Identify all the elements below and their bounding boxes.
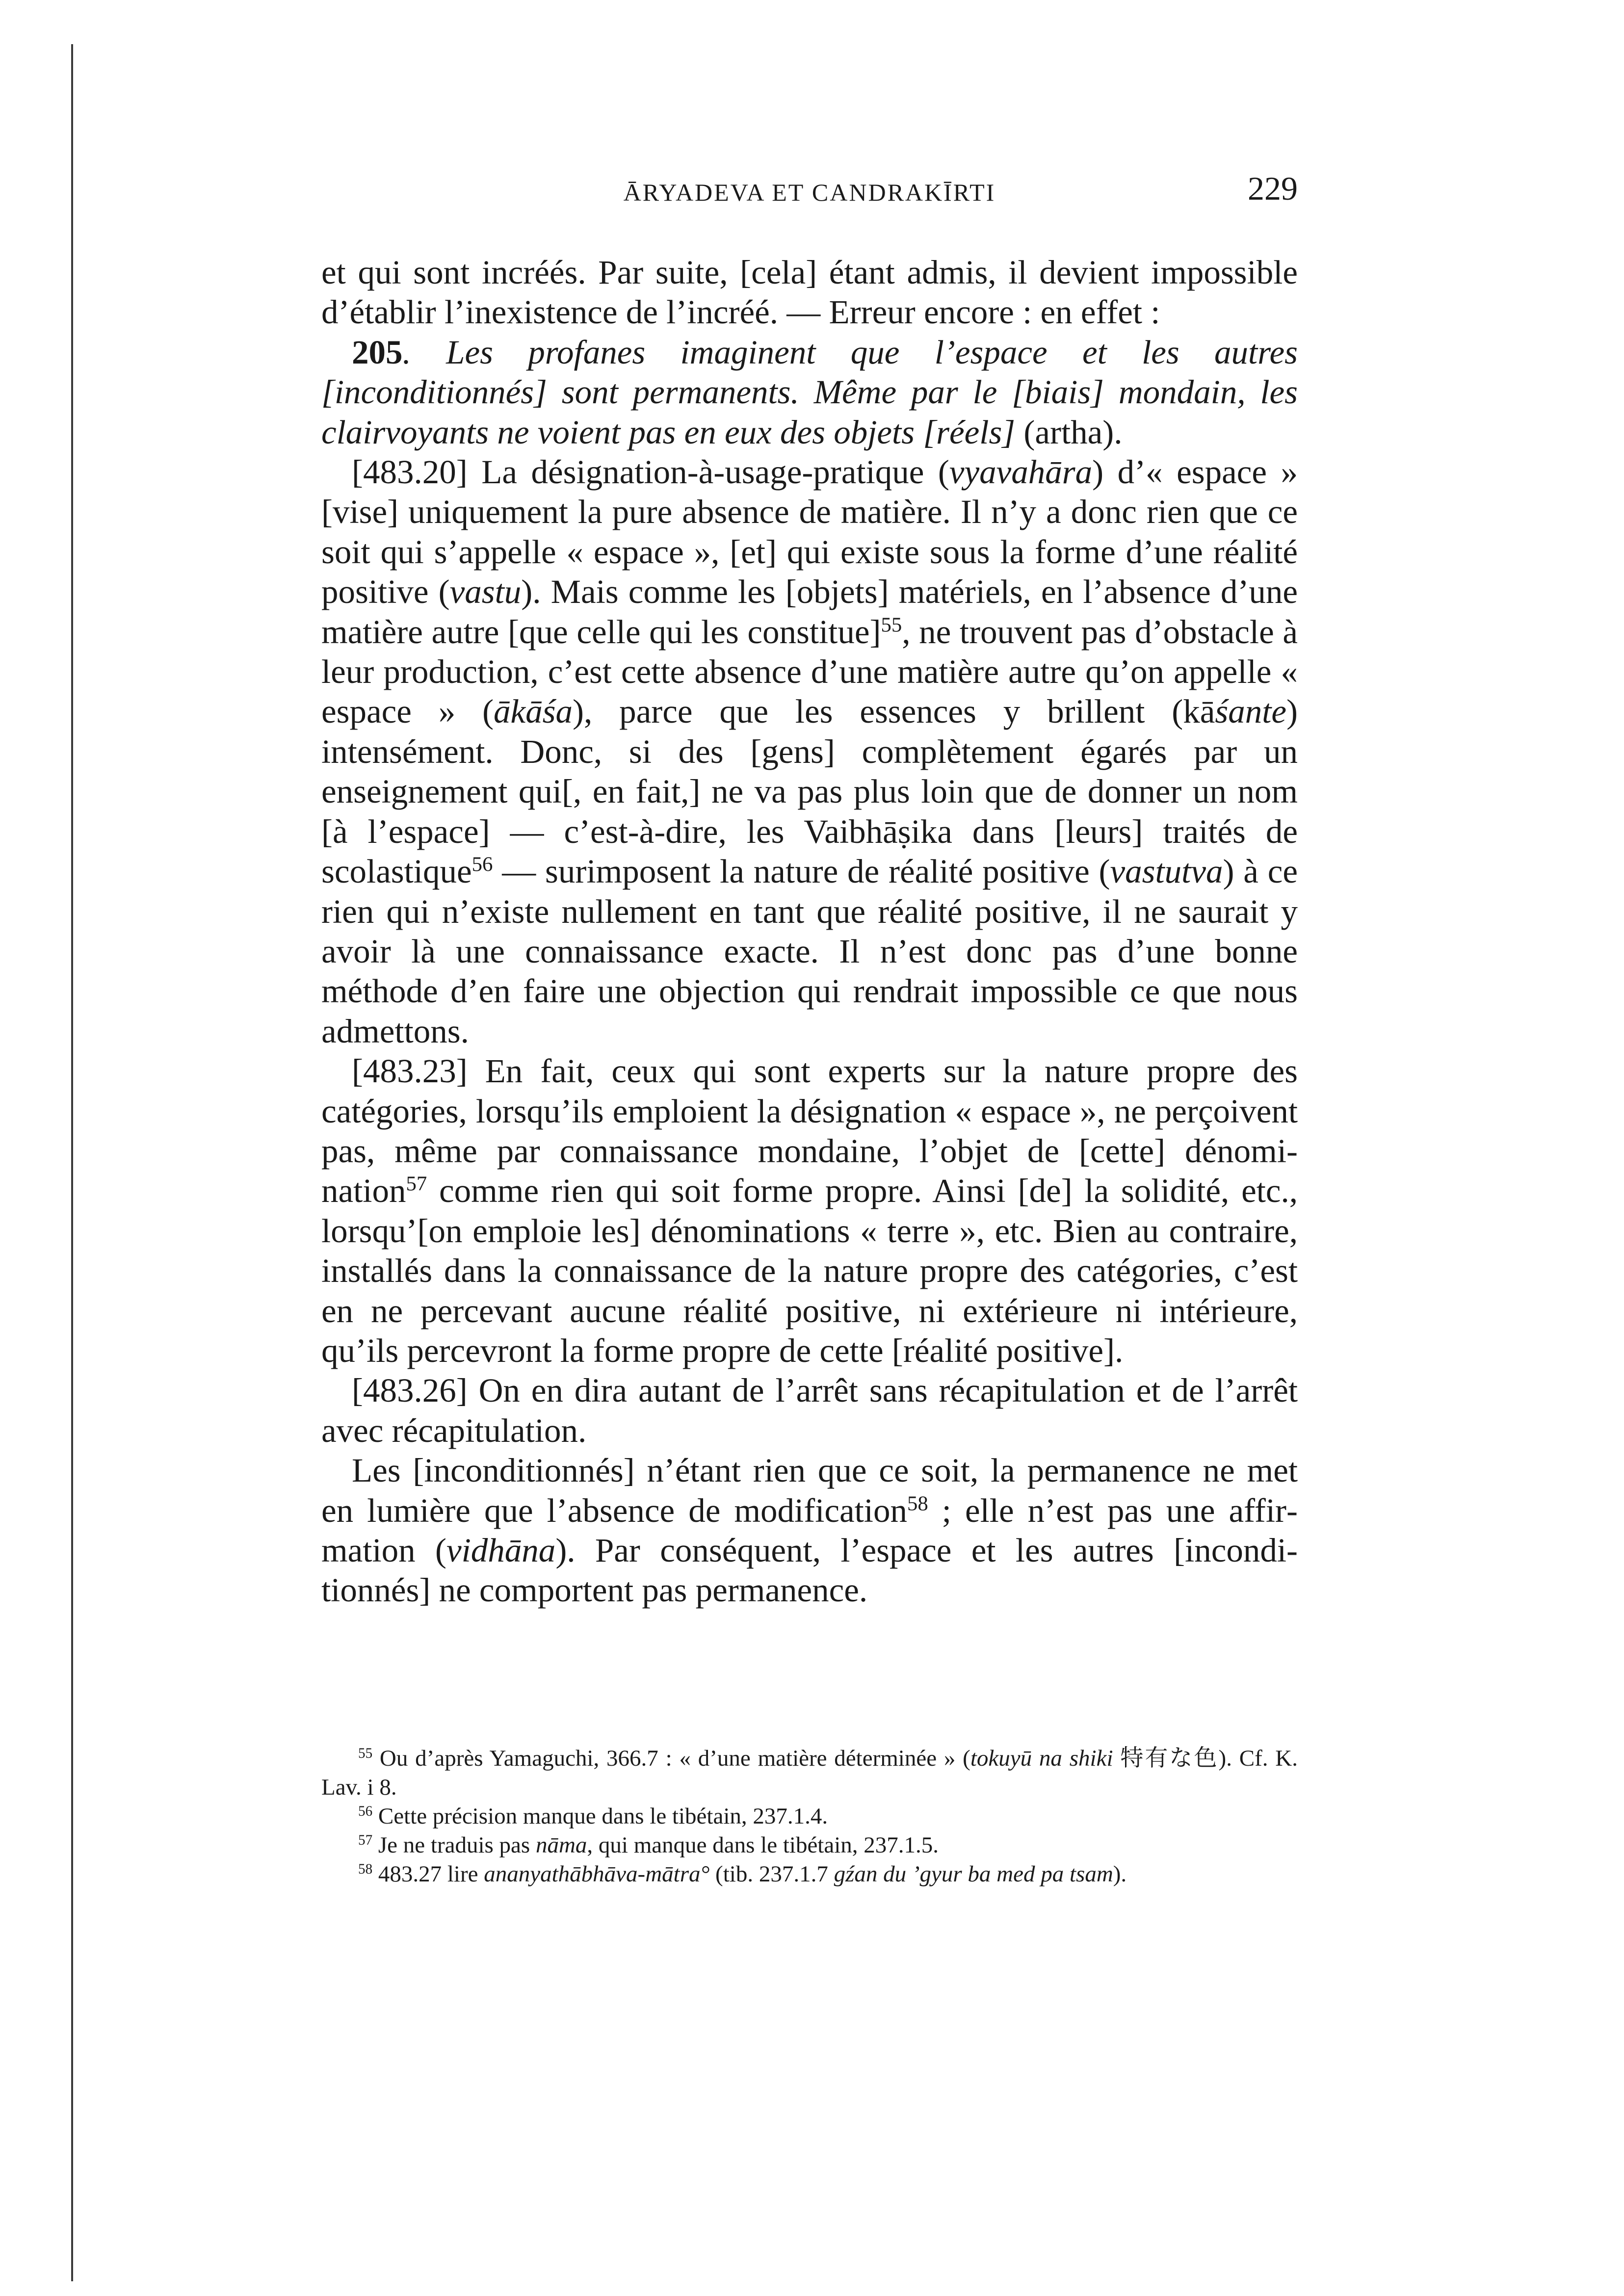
text-run: 483.27 lire (372, 1861, 484, 1887)
text-run: Les [inconditionnés] n’étant rien que ce soit, la permanence ne met en lumière que l’absence de modification (321, 1452, 1298, 1529)
footnotes (321, 1744, 1298, 1889)
paragraph-483-20 (321, 452, 1298, 1051)
verse-number: 205 (352, 333, 403, 371)
text-run: , ne trouvent pas d’obstacle à leur production, c’est cette absence d’une matière autre qu’on appelle « espace » ( (321, 613, 1298, 731)
body-text (321, 253, 1298, 1611)
text-run: ). Par conséquent, l’espace et les autres [inconditionnés] ne comportent pas permanence. (321, 1532, 1298, 1609)
paragraph-483-23 (321, 1051, 1298, 1371)
binding-edge-line (71, 44, 73, 2281)
text-run: ) intensément. Donc, si des [gens] complètement égarés par un enseignement qui[, en fait,] ne va pas plus loin que de donner un nom [à l’espace] — c’est-à-dire, les Vaibhāṣika dans [leurs] traités de scolastique (321, 693, 1298, 890)
footnote-number: 55 (358, 1745, 373, 1761)
text-run: comme rien qui soit forme propre. Ainsi [de] la solidité, etc., lorsqu’[on emploie les] dénominations « terre », etc. Bien au contraire, installés dans la connaissance de la nature propre des catégories, c’est en ne percevant aucune réalité positive, ni extérieure ni intérieure, qu’ils percevront la forme propre de cette [réalité positive]. (321, 1172, 1298, 1369)
text-run: ), parce que les essences y brillent (kā (573, 693, 1215, 731)
text-run: Je ne traduis pas (372, 1832, 536, 1858)
italic-term: ākāśa (494, 693, 573, 731)
footnote-number: 58 (358, 1861, 373, 1877)
footnote-55 (321, 1744, 1298, 1802)
italic-term: nāma (535, 1832, 587, 1858)
italic-term: tokuyū na shiki (970, 1746, 1113, 1771)
footnote-ref-55[interactable]: 55 (881, 613, 902, 637)
text-run: et qui sont incréés. Par suite, [cela] étant admis, il devient impossible d’établir l’inexistence de l’incréé. — Erreur encore : en effet : (321, 254, 1298, 331)
italic-term: gźan du ’gyur ba med pa tsam (834, 1861, 1113, 1887)
italic-term: śante (1215, 693, 1286, 731)
page-number: 229 (1248, 170, 1298, 207)
running-title: ĀRYADEVA ET CANDRAKĪRTI (623, 179, 996, 206)
paragraph-continuation (321, 253, 1298, 333)
footnote-number: 57 (358, 1832, 373, 1848)
footnote-57 (321, 1831, 1298, 1860)
text-run: ). (1113, 1861, 1127, 1887)
text-run: (artha). (1015, 413, 1123, 451)
text-run: — surimposent la nature de réalité positive ( (493, 853, 1110, 890)
italic-term: ananyathābhāva-mātra° (484, 1861, 710, 1887)
text-run: 特有な色). Cf. K. Lav. i 8. (321, 1746, 1298, 1800)
paragraph-verse-205 (321, 333, 1298, 452)
text-run: [483.20] La désignation-à-usage-pratique ( (352, 453, 949, 491)
footnote-56 (321, 1802, 1298, 1831)
text-run: [483.23] En fait, ceux qui sont experts sur la nature propre des catégories, lorsqu’ils emploient la désignation « espace », ne perçoivent pas, même par connaissance mondaine, l’objet de [cette] dénomination (321, 1052, 1298, 1210)
text-run: Ou d’après Yamaguchi, 366.7 : « d’une matière déterminée » ( (372, 1746, 970, 1771)
italic-term: vastu (449, 573, 522, 611)
text-run: Cette précision manque dans le tibétain, 237.1.4. (372, 1803, 828, 1829)
text-run: (tib. 237.1.7 (709, 1861, 834, 1887)
footnote-ref-57[interactable]: 57 (406, 1172, 427, 1196)
italic-term: vastutva (1110, 853, 1223, 890)
text-run: ; elle n’est pas une affirmation ( (321, 1491, 1298, 1569)
footnote-58 (321, 1860, 1298, 1889)
italic-term: vidhāna (446, 1532, 556, 1569)
text-run: [483.26] On en dira autant de l’arrêt sans récapitulation et de l’arrêt avec récapitulation. (321, 1372, 1298, 1449)
verse-text: . Les profanes imaginent que l’espace et les autres [inconditionnés] sont permanents. Même par le [biais] mondain, les clairvoyants ne voient pas en eux des objets [réels] (321, 333, 1298, 451)
page-header (321, 169, 1298, 213)
text-run: ) d’« espace » [vise] uniquement la pure absence de matière. Il n’y a donc rien que ce soit qui s’appelle « espace », [et] qui existe sous la forme d’une réalité positive ( (321, 453, 1298, 611)
text-run: , qui manque dans le tibétain, 237.1.5. (587, 1832, 939, 1858)
text-run: ). Mais comme les [objets] matériels, en l’absence d’une matière autre [que celle qui les constitue] (321, 573, 1298, 651)
paragraph-483-26 (321, 1371, 1298, 1451)
paragraph-conclusion (321, 1451, 1298, 1611)
italic-term: vyavahāra (949, 453, 1093, 491)
footnote-ref-56[interactable]: 56 (471, 853, 493, 876)
footnote-number: 56 (358, 1803, 373, 1819)
footnote-ref-58[interactable]: 58 (907, 1492, 928, 1515)
text-run: ) à ce rien qui n’existe nullement en tant que réalité positive, il ne saurait y avoir là une connaissance exacte. Il n’est donc pas d’une bonne méthode d’en faire une objection qui rendrait impossible ce que nous admettons. (321, 853, 1298, 1050)
